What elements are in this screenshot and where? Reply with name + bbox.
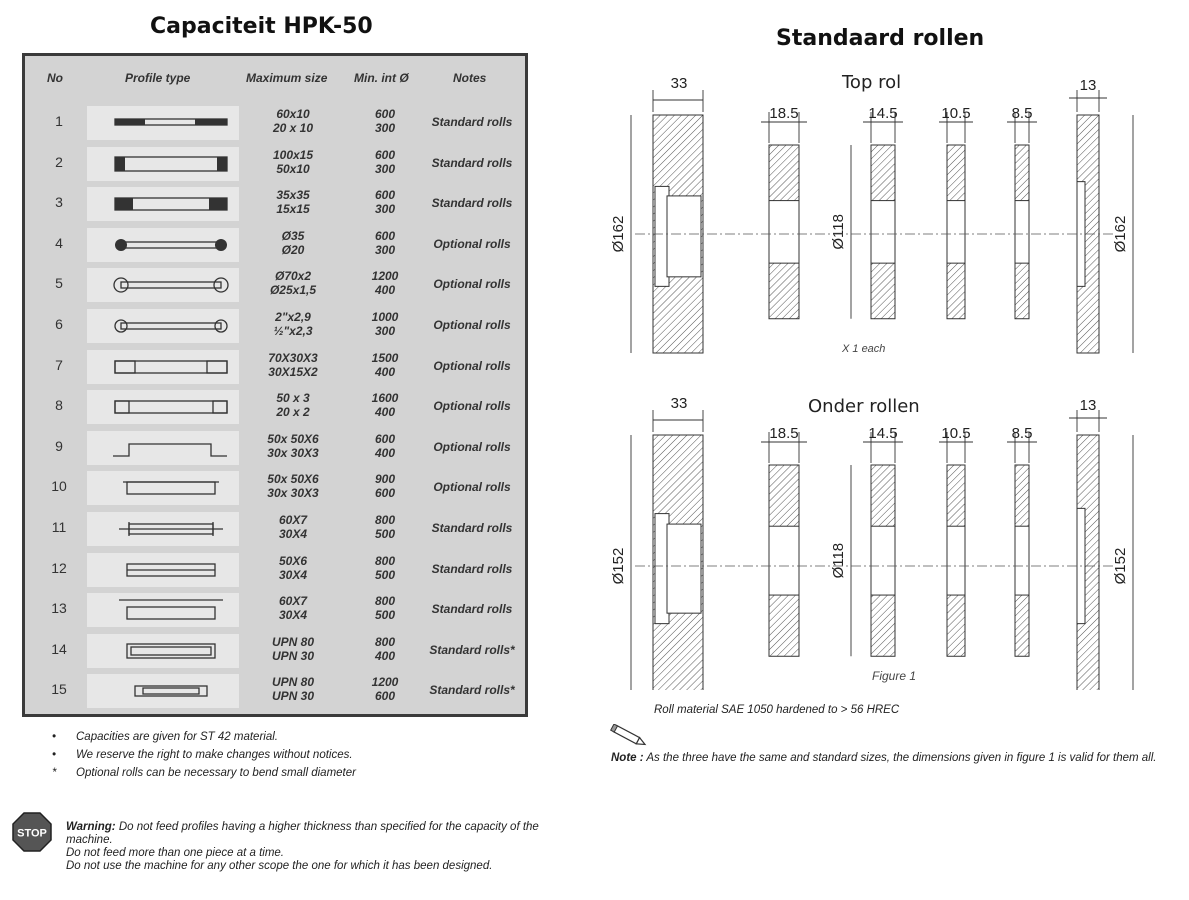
row-number: 8 [55,397,63,414]
bullet-mark: • [52,749,57,761]
profile-cell [87,309,239,343]
max-size-cell: 60X7 30X4 [278,594,308,623]
dim-width-1: 33 [670,395,688,412]
dim-width: 10.5 [941,425,971,442]
roll-1-bore [667,524,701,613]
dim-width: 14.5 [868,105,898,122]
min-diameter-cell: 600 300 [374,228,396,257]
dim-width: 18.5 [769,105,799,122]
note-text [611,751,1171,765]
bullet-mark: • [52,731,57,743]
profile-cell [87,512,239,546]
dim-diameter-big: Ø152 [610,547,627,585]
max-size-cell: 60x10 20 x 10 [272,107,314,135]
row-number: 1 [55,113,63,129]
dim-width-6: 13 [1079,77,1097,94]
dim-width: 14.5 [868,425,898,442]
bullet-mark: * [52,767,57,779]
profile-cell [87,674,239,708]
stop-sign-icon [12,812,52,852]
row-number: 11 [51,519,67,535]
min-diameter-cell: 1500 400 [371,350,399,379]
max-size-cell: Ø70x2 Ø25x1,5 [269,269,317,298]
profile-shape-icon [87,634,239,668]
roll-bore [871,201,895,264]
dim-width-6: 13 [1079,397,1097,414]
table-row [25,428,525,468]
notes-cell: Standard rolls [431,602,513,617]
profile-shape-icon [87,512,239,546]
max-size-cell: UPN 80 UPN 30 [271,634,315,663]
roll-bore [947,201,965,264]
top-roll-group [610,75,1133,353]
profile-cell [87,593,239,627]
profile-shape-icon [87,228,239,262]
roll-drawing [595,60,1175,690]
max-size-cell: 60X7 30X4 [278,513,308,541]
row-number: 7 [55,356,63,373]
min-diameter-cell: 1200 400 [371,269,399,298]
capacity-table [22,53,528,717]
profile-shape-icon [87,431,239,465]
notes-cell: Standard rolls [431,561,513,576]
table-row [25,144,525,184]
min-diameter-cell: 800 400 [374,634,396,663]
bottom-rolls-label: Onder rollen [808,396,920,417]
footnote-text: Capacities are given for ST 42 material. [76,731,278,743]
row-number: 15 [51,681,67,698]
min-diameter-cell: 1600 400 [371,391,399,420]
max-size-cell: 50X6 30X4 [278,553,308,582]
row-number: 5 [55,275,63,292]
profile-shape-icon [87,309,239,343]
roll-material-text: Roll material SAE 1050 hardened to > 56 HREC [654,704,900,716]
profile-shape-icon [87,593,239,627]
min-diameter-cell: 600 300 [374,188,396,217]
max-size-cell: 50x 50X6 30x 30X3 [267,431,319,460]
header-notes: Notes [453,71,487,85]
max-size-cell: 50x 50X6 30x 30X3 [267,472,319,501]
header-profile-type: Profile type [125,71,191,85]
notes-cell: Standard rolls [431,521,513,535]
profile-cell [87,228,239,262]
dim-width: 10.5 [941,105,971,122]
roll-bore [1015,526,1029,595]
profile-cell [87,268,239,302]
profile-cell [87,634,239,668]
table-row [25,265,525,305]
profile-cell [87,147,239,181]
notes-cell: Optional rolls [433,358,511,373]
warning-text [66,821,552,873]
pencil-icon [607,724,649,748]
table-row [25,306,525,346]
min-diameter-cell: 900 600 [374,472,396,501]
profile-shape-icon [87,390,239,424]
profile-cell [87,553,239,587]
profile-cell [87,187,239,221]
max-size-cell: 100x15 50x10 [272,147,314,176]
notes-cell: Standard rolls [431,115,513,129]
profile-cell [87,106,239,140]
roll-bore [769,201,799,264]
table-row [25,387,525,427]
note-body: As the three have the same and standard sizes, the dimensions given in figure 1 is valid for them all. [646,752,1157,764]
profile-shape-icon [87,187,239,221]
profile-shape-icon [87,553,239,587]
min-diameter-cell: 800 500 [374,594,396,623]
notes-cell: Optional rolls [433,277,511,292]
row-number: 9 [55,437,63,454]
stop-sign-text: STOP [17,827,47,840]
profile-shape-icon [87,268,239,302]
notes-cell: Standard rolls* [429,642,515,657]
table-row [25,468,525,508]
warning-line-3: Do not use the machine for any other scope the one for which it has been designed. [66,860,493,872]
notes-cell: Optional rolls [433,439,511,454]
bottom-rolls-group [610,395,1133,690]
header-maximum-size: Maximum size [246,71,328,85]
max-size-cell: 70X30X3 30X15X2 [268,350,318,379]
row-number: 3 [55,194,63,211]
min-diameter-cell: 600 300 [374,107,396,135]
roll-1-bore [667,196,701,277]
warning-line-2: Do not feed more than one piece at a time. [66,847,284,859]
max-size-cell: Ø35 Ø20 [281,228,305,257]
notes-cell: Optional rolls [433,480,511,495]
max-size-cell: UPN 80 UPN 30 [271,675,315,704]
profile-shape-icon [87,350,239,384]
warning-line-1: Do not feed profiles having a higher thickness than specified for the capacity of the machine. [66,821,539,846]
capacity-title: Capaciteit HPK-50 [150,14,373,39]
roll-bore [947,526,965,595]
table-row [25,347,525,387]
profile-cell [87,390,239,424]
row-number: 14 [51,640,67,657]
profile-shape-icon [87,674,239,708]
dim-diameter-small: Ø118 [830,214,847,250]
footnote-text: Optional rolls can be necessary to bend small diameter [76,767,356,779]
roll-bore [871,526,895,595]
figure-label: Figure 1 [872,669,917,683]
header-min-int-diameter: Min. int Ø [354,71,409,85]
min-diameter-cell: 1200 600 [371,675,399,704]
row-number: 2 [55,153,63,170]
notes-cell: Optional rolls [433,236,511,251]
header-no: No [47,71,63,85]
dim-diameter-small: Ø118 [830,542,847,579]
table-row [25,103,525,143]
dim-diameter-big-2: Ø152 [1112,547,1129,585]
min-diameter-cell: 1000 300 [371,310,399,338]
x1-each-label: X 1 each [842,343,886,355]
notes-cell: Optional rolls [433,399,511,414]
profile-shape-icon [87,147,239,181]
max-size-cell: 2"x2,9 ½"x2,3 [273,310,313,338]
table-row [25,671,525,711]
row-number: 10 [51,478,67,495]
notes-cell: Standard rolls* [429,683,515,698]
table-row [25,590,525,630]
min-diameter-cell: 600 400 [374,431,396,460]
roll-bore [1015,201,1029,264]
top-roll-label: Top rol [842,72,902,93]
profile-cell [87,471,239,505]
table-row [25,550,525,590]
row-number: 4 [55,234,63,251]
max-size-cell: 50 x 3 20 x 2 [276,391,310,420]
max-size-cell: 35x35 15x15 [276,188,310,217]
min-diameter-cell: 800 500 [374,513,396,541]
table-row [25,509,525,549]
note-label: Note : [611,752,644,764]
dim-width: 8.5 [1011,425,1033,442]
table-row [25,225,525,265]
notes-cell: Optional rolls [433,318,511,332]
table-row [25,631,525,671]
row-number: 12 [51,559,67,576]
profile-cell [87,350,239,384]
warning-label: Warning: [66,821,116,833]
min-diameter-cell: 600 300 [374,147,396,176]
profile-shape-icon [87,471,239,505]
dim-width-1: 33 [670,75,688,92]
standard-rolls-title: Standaard rollen [776,26,985,51]
table-row [25,184,525,224]
row-number: 13 [51,600,67,617]
dim-width: 8.5 [1011,105,1033,122]
footnote-text: We reserve the right to make changes without notices. [76,749,353,761]
roll-bore [769,526,799,595]
row-number: 6 [55,316,63,332]
notes-cell: Standard rolls [431,155,513,170]
profile-shape-icon [87,106,239,140]
notes-cell: Standard rolls [431,196,513,211]
dim-width: 18.5 [769,425,799,442]
dim-diameter-big: Ø162 [610,215,627,253]
profile-cell [87,431,239,465]
dim-diameter-big-2: Ø162 [1112,215,1129,253]
min-diameter-cell: 800 500 [374,553,396,582]
table-header [25,56,525,102]
